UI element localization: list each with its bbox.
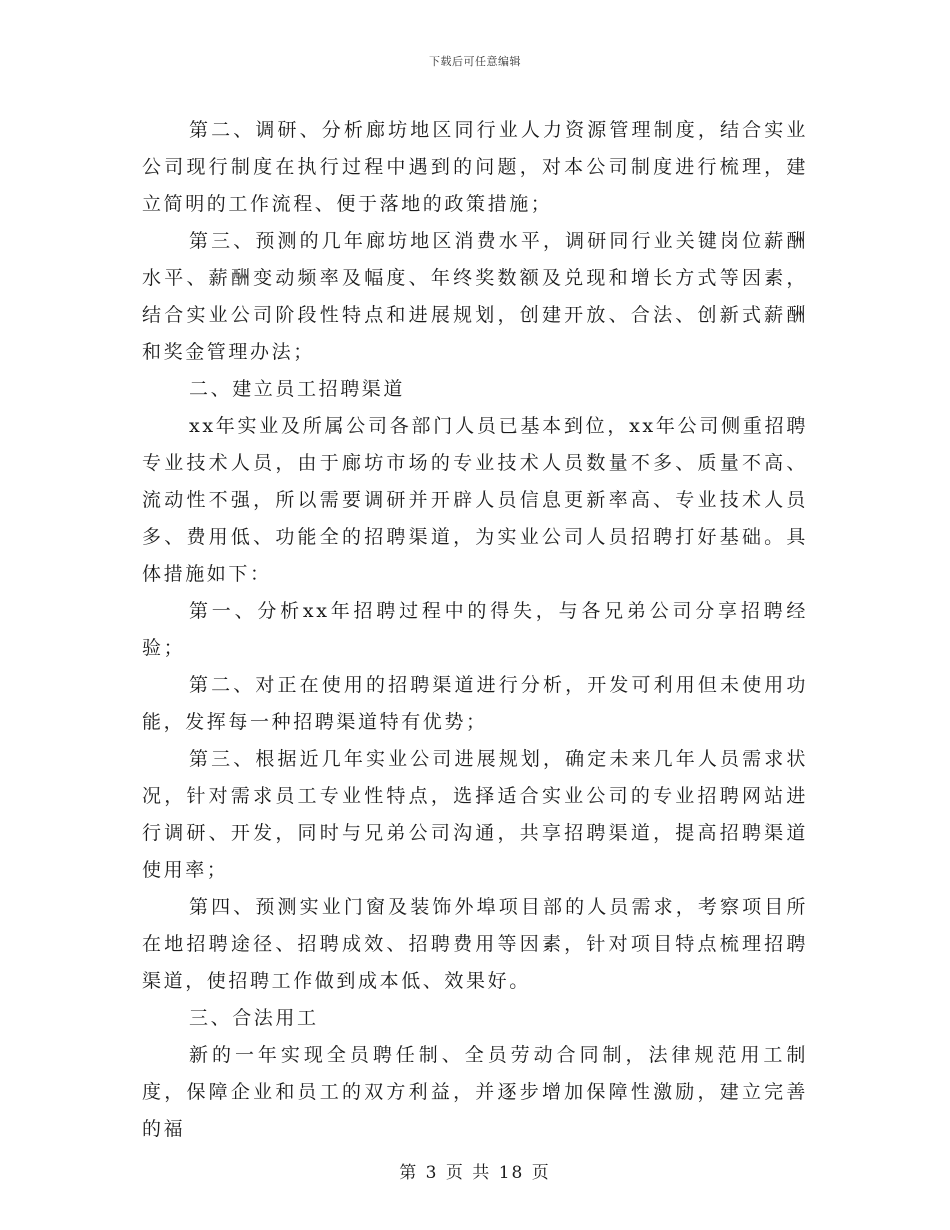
paragraph-measure-4: 第四、预测实业门窗及装饰外埠项目部的人员需求，考察项目所在地招聘途径、招聘成效、招聘费用等因素，针对项目特点梳理招聘渠道，使招聘工作做到成本低、效果好。 xyxy=(142,896,808,992)
paragraph-item-3-forecast: 第三、预测的几年廊坊地区消费水平，调研同行业关键岗位薪酬水平、薪酬变动频率及幅度、年终奖数额及兑现和增长方式等因素，结合实业公司阶段性特点和进展规划，创建开放、合法、创新式薪酬和奖金管理办法； xyxy=(142,230,808,363)
section-heading-recruitment: 二、建立员工招聘渠道 xyxy=(189,378,406,400)
paragraph-measure-3: 第三、根据近几年实业公司进展规划，确定未来几年人员需求状况，针对需求员工专业性特点，选择适合实业公司的专业招聘网站进行调研、开发，同时与兄弟公司沟通，共享招聘渠道，提高招聘渠道使用率； xyxy=(142,748,808,881)
paragraph-measure-1: 第一、分析xx年招聘过程中的得失，与各兄弟公司分享招聘经验； xyxy=(142,600,808,659)
paragraph-item-2-research: 第二、调研、分析廊坊地区同行业人力资源管理制度，结合实业公司现行制度在执行过程中遇到的问题，对本公司制度进行梳理，建立简明的工作流程、便于落地的政策措施； xyxy=(142,119,808,215)
page-header-note: 下载后可任意编辑 xyxy=(429,55,521,68)
paragraph-recruitment-intro: xx年实业及所属公司各部门人员已基本到位，xx年公司侧重招聘专业技术人员，由于廊坊市场的专业技术人员数量不多、质量不高、流动性不强，所以需要调研并开辟人员信息更新率高、专业技术人员多、费用低、功能全的招聘渠道，为实业公司人员招聘打好基础。具体措施如下： xyxy=(142,415,808,585)
page-number-footer: 第 3 页 共 18 页 xyxy=(399,1163,551,1183)
paragraph-measure-2: 第二、对正在使用的招聘渠道进行分析，开发可利用但未使用功能，发挥每一种招聘渠道特有优势； xyxy=(142,674,808,733)
section-heading-legal-employment: 三、合法用工 xyxy=(189,1007,319,1029)
paragraph-legal-employment: 新的一年实现全员聘任制、全员劳动合同制，法律规范用工制度，保障企业和员工的双方利益，并逐步增加保障性激励，建立完善的福 xyxy=(142,1044,808,1140)
document-body xyxy=(142,112,808,1148)
